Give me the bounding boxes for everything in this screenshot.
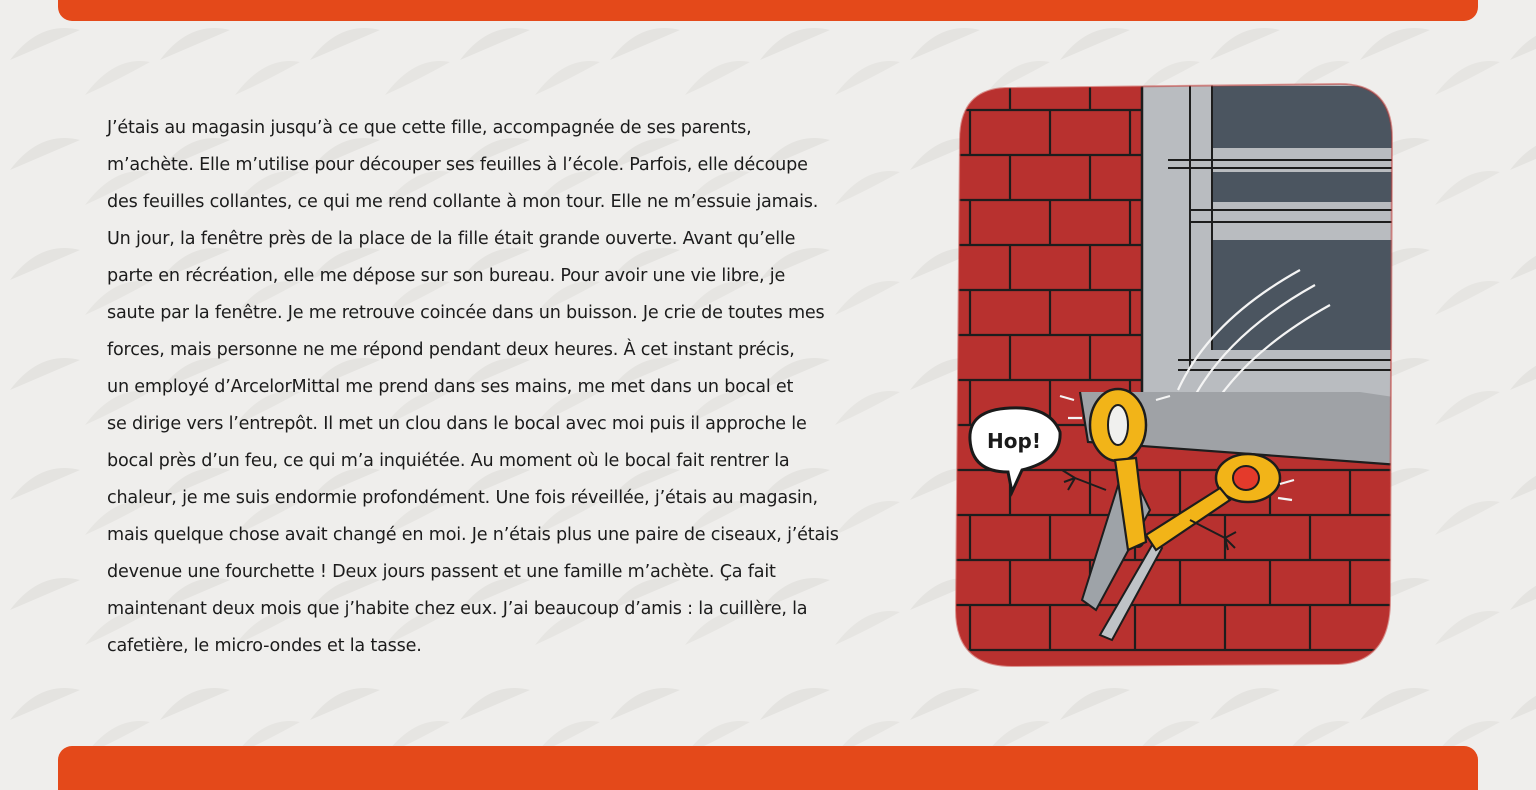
- story-line: devenue une fourchette ! Deux jours passent et une famille m’achète. Ça fait: [107, 562, 776, 582]
- story-line: forces, mais personne ne me répond pendant deux heures. À cet instant précis,: [107, 340, 795, 360]
- story-line: se dirige vers l’entrepôt. Il met un clou dans le bocal avec moi puis il approche le: [107, 414, 807, 434]
- story-line: J’étais au magasin jusqu’à ce que cette fille, accompagnée de ses parents,: [107, 118, 752, 138]
- story-line: bocal près d’un feu, ce qui m’a inquiétée. Au moment où le bocal fait rentrer la: [107, 451, 790, 471]
- story-line: Un jour, la fenêtre près de la place de la fille était grande ouverte. Avant qu’elle: [107, 229, 796, 249]
- story-line: chaleur, je me suis endormie profondément. Une fois réveillée, j’étais au magasin,: [107, 488, 818, 508]
- story-line: parte en récréation, elle me dépose sur son bureau. Pour avoir une vie libre, je: [107, 266, 786, 286]
- story-line: cafetière, le micro-ondes et la tasse.: [107, 636, 422, 656]
- story-line: mais quelque chose avait changé en moi. Je n’étais plus une paire de ciseaux, j’étais: [107, 525, 839, 545]
- story-paragraph: [107, 110, 897, 665]
- speech-bubble-text: Hop!: [987, 429, 1041, 453]
- bottom-orange-banner: [58, 746, 1478, 790]
- window-glass-middle: [1212, 172, 1400, 202]
- top-orange-banner: [58, 0, 1478, 21]
- story-line: des feuilles collantes, ce qui me rend collante à mon tour. Elle ne m’essuie jamais.: [107, 192, 819, 212]
- window-glass-top: [1212, 86, 1400, 148]
- scissors-illustration: [950, 80, 1400, 670]
- story-line: un employé d’ArcelorMittal me prend dans ses mains, me met dans un bocal et: [107, 377, 794, 397]
- story-line: saute par la fenêtre. Je me retrouve coincée dans un buisson. Je crie de toutes mes: [107, 303, 825, 323]
- illustration-canvas: [950, 80, 1400, 670]
- story-line: m’achète. Elle m’utilise pour découper ses feuilles à l’école. Parfois, elle découpe: [107, 155, 808, 175]
- window-glass-bottom: [1212, 240, 1400, 350]
- story-line: maintenant deux mois que j’habite chez eux. J’ai beaucoup d’amis : la cuillère, la: [107, 599, 808, 619]
